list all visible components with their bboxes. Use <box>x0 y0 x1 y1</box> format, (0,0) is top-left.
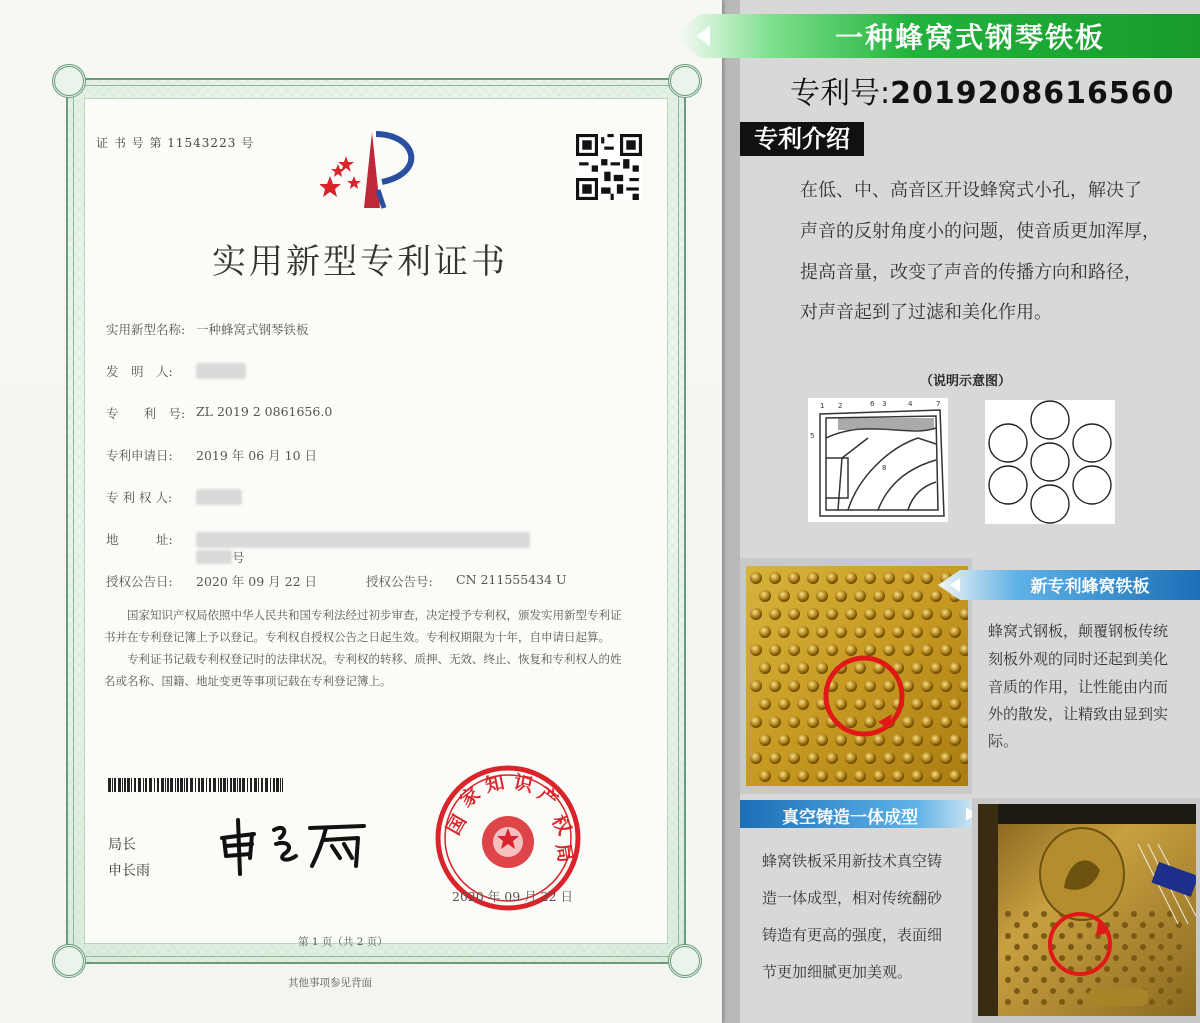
svg-text:权: 权 <box>546 811 576 839</box>
svg-text:产: 产 <box>533 782 562 812</box>
corner-ornament <box>52 64 86 98</box>
redacted-holder <box>196 489 242 505</box>
section-text-line: 造一体成型，相对传统翻砂 <box>762 889 943 907</box>
field-label-apply-date: 专利申请日: <box>106 448 173 463</box>
seal-date: 2020 年 09 月 22 日 <box>452 889 573 904</box>
section-text-line: 蜂窝铁板采用新技术真空铸 <box>762 852 943 870</box>
svg-text:识: 识 <box>511 771 535 797</box>
intro-line: 提高音量，改变了声音的传播方向和路径， <box>800 262 1142 283</box>
handwritten-signature <box>214 814 374 878</box>
body-paragraph-2: 专利证书记载专利权登记时的法律状况。专利权的转移、质押、无效、终止、恢复和专利权人的姓名或名称、国籍、地址变更等事项记载在专利登记簿上。 <box>104 652 622 688</box>
corner-ornament <box>52 944 86 978</box>
section-text-line: 节更加细腻更加美观。 <box>762 963 913 981</box>
svg-text:知: 知 <box>483 771 507 797</box>
svg-text:8: 8 <box>882 464 887 472</box>
corner-ornament <box>668 64 702 98</box>
svg-text:1: 1 <box>820 402 825 410</box>
certificate-title: 实用新型专利证书 <box>212 242 508 282</box>
svg-text:3: 3 <box>882 400 887 408</box>
certificate-body <box>104 604 632 692</box>
field-label-holder: 专 利 权 人: <box>106 490 173 505</box>
svg-text:4: 4 <box>908 400 913 408</box>
patent-number-label: 专利号: <box>790 76 891 111</box>
intro-line: 声音的反射角度小的问题，使音质更加浑厚， <box>800 221 1160 242</box>
section-text-line: 音质的作用，让性能由内而 <box>988 678 1169 696</box>
redacted-address-line2 <box>196 550 232 564</box>
field-value-patent-no: ZL 2019 2 0861656.0 <box>196 404 333 419</box>
svg-text:局: 局 <box>551 841 577 865</box>
section-text-line: 刻板外观的同时还起到美化 <box>988 650 1169 668</box>
grant-no-label: 授权公告号: <box>366 574 433 589</box>
qr-code <box>576 134 642 200</box>
svg-text:6: 6 <box>870 400 875 408</box>
honeycomb-plate-photo <box>746 566 968 786</box>
redacted-inventor <box>196 363 246 379</box>
intro-line: 对声音起到了过滤和美化作用。 <box>800 302 1052 323</box>
body-paragraph-1: 国家知识产权局依照中华人民共和国专利法经过初步审查，决定授予专利权，颁发实用新型专利证书并在专利登记簿上予以登记。专利权自授权公告之日起生效。专利权期限为十年，自申请日起算。 <box>104 608 622 644</box>
corner-ornament <box>668 944 702 978</box>
field-label-inventor: 发 明 人: <box>106 364 173 379</box>
page-number: 第 1 页（共 2 页） <box>298 936 388 948</box>
grant-no-value: CN 211555434 U <box>456 572 567 587</box>
section-text-line: 外的散发，让精致由显到实 <box>988 705 1169 723</box>
diagram-caption: （说明示意图） <box>920 374 1012 389</box>
arrow-left-icon <box>950 578 960 592</box>
honeycomb-hole-diagram <box>985 400 1115 524</box>
field-value-name: 一种蜂窝式钢琴铁板 <box>196 322 309 337</box>
piano-interior-photo <box>978 804 1196 1016</box>
redacted-address <box>196 532 530 548</box>
grant-date-value: 2020 年 09 月 22 日 <box>196 574 317 589</box>
section-title-honeycomb: 新专利蜂窝铁板 <box>1030 577 1150 597</box>
back-note: 其他事项参见背面 <box>288 977 372 989</box>
svg-text:5: 5 <box>810 432 815 440</box>
intro-tag: 专利介绍 <box>740 122 864 156</box>
barcode <box>108 778 283 792</box>
product-title: 一种蜂窝式钢琴铁板 <box>834 21 1105 54</box>
patent-number-value: 2019208616560 <box>890 76 1175 111</box>
field-label-name: 实用新型名称: <box>106 322 186 337</box>
section-text-line: 铸造有更高的强度，表面细 <box>762 926 943 944</box>
director-name: 申长雨 <box>108 862 150 878</box>
intro-line: 在低、中、高音区开设蜂窝式小孔，解决了 <box>800 180 1142 201</box>
field-label-address: 地 址: <box>106 532 173 547</box>
svg-text:国: 国 <box>442 811 472 839</box>
address-tail: 号 <box>232 550 245 565</box>
plate-cross-section-diagram <box>808 398 948 522</box>
arrow-left-icon <box>696 26 710 46</box>
patent-number-row <box>790 68 1174 112</box>
grant-date-label: 授权公告日: <box>106 574 173 589</box>
patent-office-logo-icon <box>320 128 432 214</box>
section-title-casting: 真空铸造一体成型 <box>782 808 918 828</box>
director-title: 局长 <box>108 836 136 852</box>
certificate-number: 证 书 号 第 11543223 号 <box>96 136 255 150</box>
field-value-apply-date: 2019 年 06 月 10 日 <box>196 448 317 463</box>
svg-text:7: 7 <box>936 400 941 408</box>
section-text-line: 际。 <box>988 732 1019 750</box>
svg-text:家: 家 <box>456 782 485 812</box>
svg-text:2: 2 <box>838 402 843 410</box>
field-label-patent-no: 专 利 号: <box>106 406 186 421</box>
section-text-line: 蜂窝式钢板，颠覆钢板传统 <box>988 622 1169 640</box>
